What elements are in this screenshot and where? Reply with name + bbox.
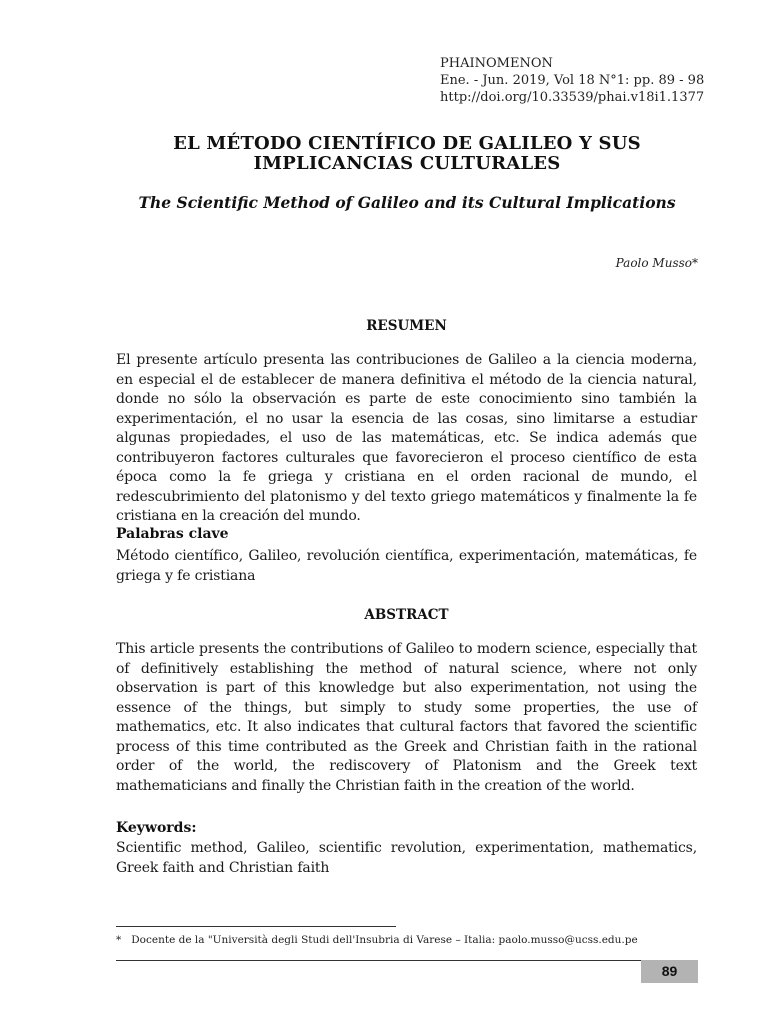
article-title [60,134,754,174]
journal-header [440,55,740,106]
abstract-body: This article presents the contributions of Galileo to modern science, especially that of definitively establishing the method of natural science, where not only observation is part of this knowledge but also experimentation, not using the essence of the things, but simply to study some properties, the use of mathematics, etc. It also indicates that cultural factors that favored the scientific process of this time contributed as the Greek and Christian faith in the rational order of the world, the rediscovery of Platonism and the Greek text mathematicians and finally the Christian faith in the creation of the world. [116,641,697,794]
keywords-text: Scientific method, Galileo, scientific revolution, experimentation, mathematics, Greek faith and Christian faith [116,840,697,876]
title-line-2: IMPLICANCIAS CULTURALES [253,153,561,174]
resumen-body: El presente artículo presenta las contribuciones de Galileo a la ciencia moderna, en especial el de establecer de manera definitiva el método de la ciencia natural, donde no sólo la observación es parte de este conocimiento sino también la experimentación, el no usar la esencia de las cosas, sino limitarse a estudiar algunas propiedades, el uso de las matemáticas, etc. Se indica además que contribuyeron factores culturales que favorecieron el proceso científico de esta época como la fe griega y cristiana en el orden racional de mundo, el redescubrimiento del platonismo y del texto griego matemáticos y finalmente la fe cristiana en la creación del mundo. [116,352,697,524]
page-number: 89 [641,960,698,983]
footer-rule [116,960,698,961]
footnote-marker: * [116,934,122,946]
abstract-heading: ABSTRACT [364,607,449,623]
footnote-divider [116,926,396,927]
footnote-text: Docente de la "Università degli Studi dell'Insubria di Varese – Italia: paolo.musso@ucss.edu.pe [131,934,638,946]
resumen-heading: RESUMEN [366,318,447,334]
journal-doi[interactable]: http://doi.org/10.33539/phai.v18i1.1377 [440,90,705,105]
footnote [116,934,716,946]
journal-name: PHAINOMENON [440,56,553,71]
keywords-label: Keywords: [116,820,197,836]
journal-issue: Ene. - Jun. 2019, Vol 18 N°1: pp. 89 - 98 [440,73,705,88]
palabras-clave-text: Método científico, Galileo, revolución científica, experimentación, matemáticas, fe griega y fe cristiana [116,548,697,584]
article-subtitle: The Scientific Method of Galileo and its Cultural Implications [138,193,676,212]
author-name: Paolo Musso* [615,256,698,270]
palabras-clave-label: Palabras clave [116,526,229,542]
title-line-1: EL MÉTODO CIENTÍFICO DE GALILEO Y SUS [173,133,641,154]
